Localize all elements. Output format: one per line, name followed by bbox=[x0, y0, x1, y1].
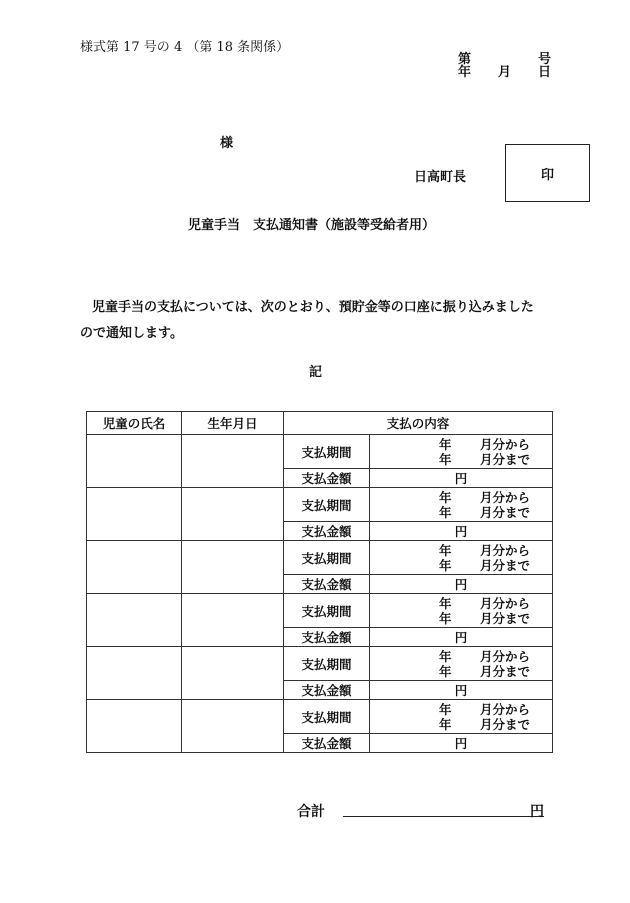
amount-label: 支払金額 bbox=[284, 628, 370, 647]
period-to-text: 月分まで bbox=[480, 611, 531, 626]
payment-table bbox=[86, 411, 553, 753]
amount-value: 円 bbox=[370, 575, 553, 594]
date-month: 月 bbox=[498, 65, 512, 80]
period-from-text: 月分から bbox=[480, 596, 531, 611]
period-to-year: 年 bbox=[439, 611, 452, 626]
period-to-text: 月分まで bbox=[480, 717, 531, 732]
period-from-text: 月分から bbox=[480, 702, 531, 717]
period-from-year: 年 bbox=[439, 490, 452, 505]
period-label: 支払期間 bbox=[284, 647, 370, 681]
birth-date-cell bbox=[182, 700, 284, 753]
form-number: 様式第 17 号の 4 （第 18 条関係） bbox=[80, 40, 290, 55]
period-value bbox=[370, 594, 553, 628]
period-from-text: 月分から bbox=[480, 649, 531, 664]
header-child-name: 児童の氏名 bbox=[87, 412, 182, 435]
amount-value: 円 bbox=[370, 522, 553, 541]
period-label: 支払期間 bbox=[284, 594, 370, 628]
birth-date-cell bbox=[182, 647, 284, 700]
document-title: 児童手当 支払通知書（施設等受給者用） bbox=[188, 218, 436, 233]
date-year: 年 bbox=[458, 65, 472, 80]
period-label: 支払期間 bbox=[284, 541, 370, 575]
period-from-year: 年 bbox=[439, 437, 452, 452]
no-prefix: 第 bbox=[458, 52, 472, 67]
period-to-year: 年 bbox=[439, 664, 452, 679]
amount-label: 支払金額 bbox=[284, 681, 370, 700]
amount-value: 円 bbox=[370, 681, 553, 700]
total-yen: 円 bbox=[530, 804, 544, 820]
amount-label: 支払金額 bbox=[284, 575, 370, 594]
period-to-year: 年 bbox=[439, 452, 452, 467]
period-from-year: 年 bbox=[439, 543, 452, 558]
amount-label: 支払金額 bbox=[284, 522, 370, 541]
period-label: 支払期間 bbox=[284, 488, 370, 522]
ki-heading: 記 bbox=[309, 365, 323, 380]
child-name-cell bbox=[87, 700, 182, 753]
header-birth-date: 生年月日 bbox=[182, 412, 284, 435]
period-value bbox=[370, 647, 553, 681]
period-value bbox=[370, 541, 553, 575]
total-amount-line bbox=[343, 816, 544, 817]
amount-label: 支払金額 bbox=[284, 469, 370, 488]
child-name-cell bbox=[87, 541, 182, 594]
child-name-cell bbox=[87, 435, 182, 488]
period-from-year: 年 bbox=[439, 702, 452, 717]
birth-date-cell bbox=[182, 594, 284, 647]
period-to-text: 月分まで bbox=[480, 664, 531, 679]
period-to-text: 月分まで bbox=[480, 505, 531, 520]
birth-date-cell bbox=[182, 541, 284, 594]
no-suffix: 号 bbox=[538, 52, 552, 67]
period-to-year: 年 bbox=[439, 717, 452, 732]
birth-date-cell bbox=[182, 488, 284, 541]
amount-label: 支払金額 bbox=[284, 734, 370, 753]
period-to-text: 月分まで bbox=[480, 452, 531, 467]
period-value bbox=[370, 700, 553, 734]
total-label: 合計 bbox=[297, 804, 325, 820]
period-label: 支払期間 bbox=[284, 700, 370, 734]
birth-date-cell bbox=[182, 435, 284, 488]
amount-value: 円 bbox=[370, 628, 553, 647]
issuer-name: 日高町長 bbox=[414, 170, 467, 185]
amount-value: 円 bbox=[370, 734, 553, 753]
table-row bbox=[87, 594, 553, 628]
child-name-cell bbox=[87, 594, 182, 647]
period-from-text: 月分から bbox=[480, 437, 531, 452]
period-from-year: 年 bbox=[439, 596, 452, 611]
child-name-cell bbox=[87, 488, 182, 541]
seal-label: 印 bbox=[540, 167, 554, 183]
header-payment-content: 支払の内容 bbox=[284, 412, 553, 435]
period-to-year: 年 bbox=[439, 505, 452, 520]
period-to-text: 月分まで bbox=[480, 558, 531, 573]
seal-box bbox=[505, 144, 590, 202]
table-row bbox=[87, 541, 553, 575]
period-label: 支払期間 bbox=[284, 435, 370, 469]
table-row bbox=[87, 435, 553, 469]
table-row bbox=[87, 700, 553, 734]
table-row bbox=[87, 488, 553, 522]
child-name-cell bbox=[87, 647, 182, 700]
amount-value: 円 bbox=[370, 469, 553, 488]
period-to-year: 年 bbox=[439, 558, 452, 573]
period-from-text: 月分から bbox=[480, 543, 531, 558]
period-value bbox=[370, 435, 553, 469]
body-text-line-2: ので通知します。 bbox=[80, 326, 183, 341]
date-day: 日 bbox=[538, 65, 552, 80]
table-row bbox=[87, 647, 553, 681]
period-value bbox=[370, 488, 553, 522]
period-from-year: 年 bbox=[439, 649, 452, 664]
period-from-text: 月分から bbox=[480, 490, 531, 505]
addressee-suffix: 様 bbox=[220, 136, 234, 151]
body-text-line-1: 児童手当の支払については、次のとおり、預貯金等の口座に振り込みました bbox=[92, 300, 534, 315]
